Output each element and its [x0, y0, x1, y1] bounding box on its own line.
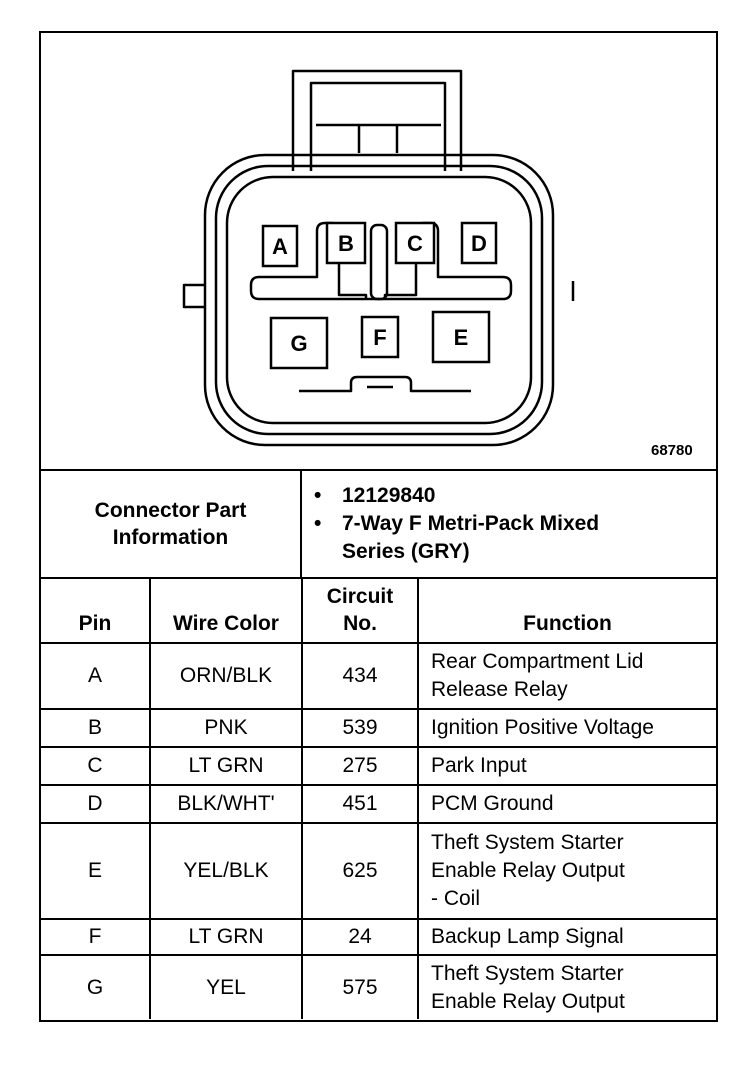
- header-circuit-line1: Circuit: [326, 585, 394, 608]
- pin-b-label: B: [338, 231, 354, 256]
- header-circuit-line2: No.: [343, 612, 377, 635]
- cell-circuit: 575: [302, 955, 418, 1019]
- cell-pin: B: [41, 709, 150, 747]
- center-key: [371, 225, 387, 299]
- cell-circuit: 275: [302, 747, 418, 785]
- cell-circuit: 24: [302, 919, 418, 955]
- table-row: [41, 709, 716, 747]
- pin-f-label: F: [373, 325, 387, 350]
- cell-wire-color: BLK/WHT': [150, 785, 302, 823]
- connector-drawing: [41, 33, 716, 469]
- table-row: [41, 785, 716, 823]
- bullet-mark: •: [314, 484, 322, 507]
- function-line: Theft System Starter: [431, 961, 624, 985]
- function-line: PCM Ground: [431, 792, 554, 815]
- pin-a-label: A: [272, 234, 288, 259]
- function-line: Release Relay: [431, 678, 568, 701]
- cell-function: [418, 709, 716, 747]
- latch-inner: [311, 83, 445, 171]
- header-circuit-no: [302, 579, 418, 643]
- connector-part-info: [41, 469, 716, 579]
- table-row: [41, 919, 716, 955]
- cell-wire-color: YEL: [150, 955, 302, 1019]
- pin-c-label: C: [407, 231, 423, 256]
- cell-function: [418, 823, 716, 919]
- function-line: - Coil: [431, 887, 481, 910]
- bottom-key: [299, 377, 471, 391]
- table-row: [41, 955, 716, 1019]
- pin-g-label: G: [290, 331, 308, 356]
- pin-d-label: D: [471, 231, 487, 256]
- cell-wire-color: YEL/BLK: [150, 823, 302, 919]
- cell-circuit: 434: [302, 643, 418, 709]
- part-number: 12129840: [342, 484, 436, 507]
- cell-wire-color: LT GRN: [150, 919, 302, 955]
- figure-number: 68780: [651, 442, 693, 459]
- bullet-mark: •: [314, 512, 322, 535]
- connector-description-line2: Series (GRY): [342, 540, 470, 563]
- cell-pin: E: [41, 823, 150, 919]
- header-pin: Pin: [41, 579, 150, 643]
- cell-function: [418, 955, 716, 1019]
- function-line: Theft System Starter: [431, 831, 624, 854]
- connector-description-item: [314, 510, 716, 566]
- connector-info-label-line2: Information: [112, 526, 229, 549]
- function-line: Ignition Positive Voltage: [431, 716, 654, 739]
- cell-wire-color: PNK: [150, 709, 302, 747]
- cell-pin: C: [41, 747, 150, 785]
- cell-pin: G: [41, 955, 150, 1019]
- header-wire-color: Wire Color: [150, 579, 302, 643]
- table-row: [41, 643, 716, 709]
- connector-sheet: [39, 31, 718, 1022]
- function-line: Backup Lamp Signal: [431, 925, 624, 948]
- cell-wire-color: LT GRN: [150, 747, 302, 785]
- connector-info-list: [302, 471, 716, 577]
- cell-function: [418, 643, 716, 709]
- connector-info-label: [41, 471, 302, 577]
- cell-pin: D: [41, 785, 150, 823]
- latch-slot: [359, 125, 397, 153]
- cell-pin: F: [41, 919, 150, 955]
- connector-description-line1: 7-Way F Metri-Pack Mixed: [342, 512, 600, 535]
- cell-wire-color: ORN/BLK: [150, 643, 302, 709]
- table-row: [41, 823, 716, 919]
- left-nub: [184, 285, 205, 307]
- header-function: Function: [418, 579, 716, 643]
- cell-circuit: 539: [302, 709, 418, 747]
- part-number-item: [314, 482, 716, 510]
- function-line: Rear Compartment Lid: [431, 650, 644, 673]
- cell-pin: A: [41, 643, 150, 709]
- table-row: [41, 747, 716, 785]
- cell-function: [418, 785, 716, 823]
- connector-info-label-line1: Connector Part: [94, 499, 247, 522]
- pinout-table: [41, 579, 716, 1019]
- cell-function: [418, 919, 716, 955]
- connector-face-diagram: [41, 33, 716, 469]
- pin-e-label: E: [453, 325, 469, 350]
- cell-function: [418, 747, 716, 785]
- cell-circuit: 451: [302, 785, 418, 823]
- cell-circuit: 625: [302, 823, 418, 919]
- function-line: Enable Relay Output: [431, 859, 625, 882]
- function-line: Park Input: [431, 754, 527, 777]
- function-line: Enable Relay Output: [431, 989, 625, 1013]
